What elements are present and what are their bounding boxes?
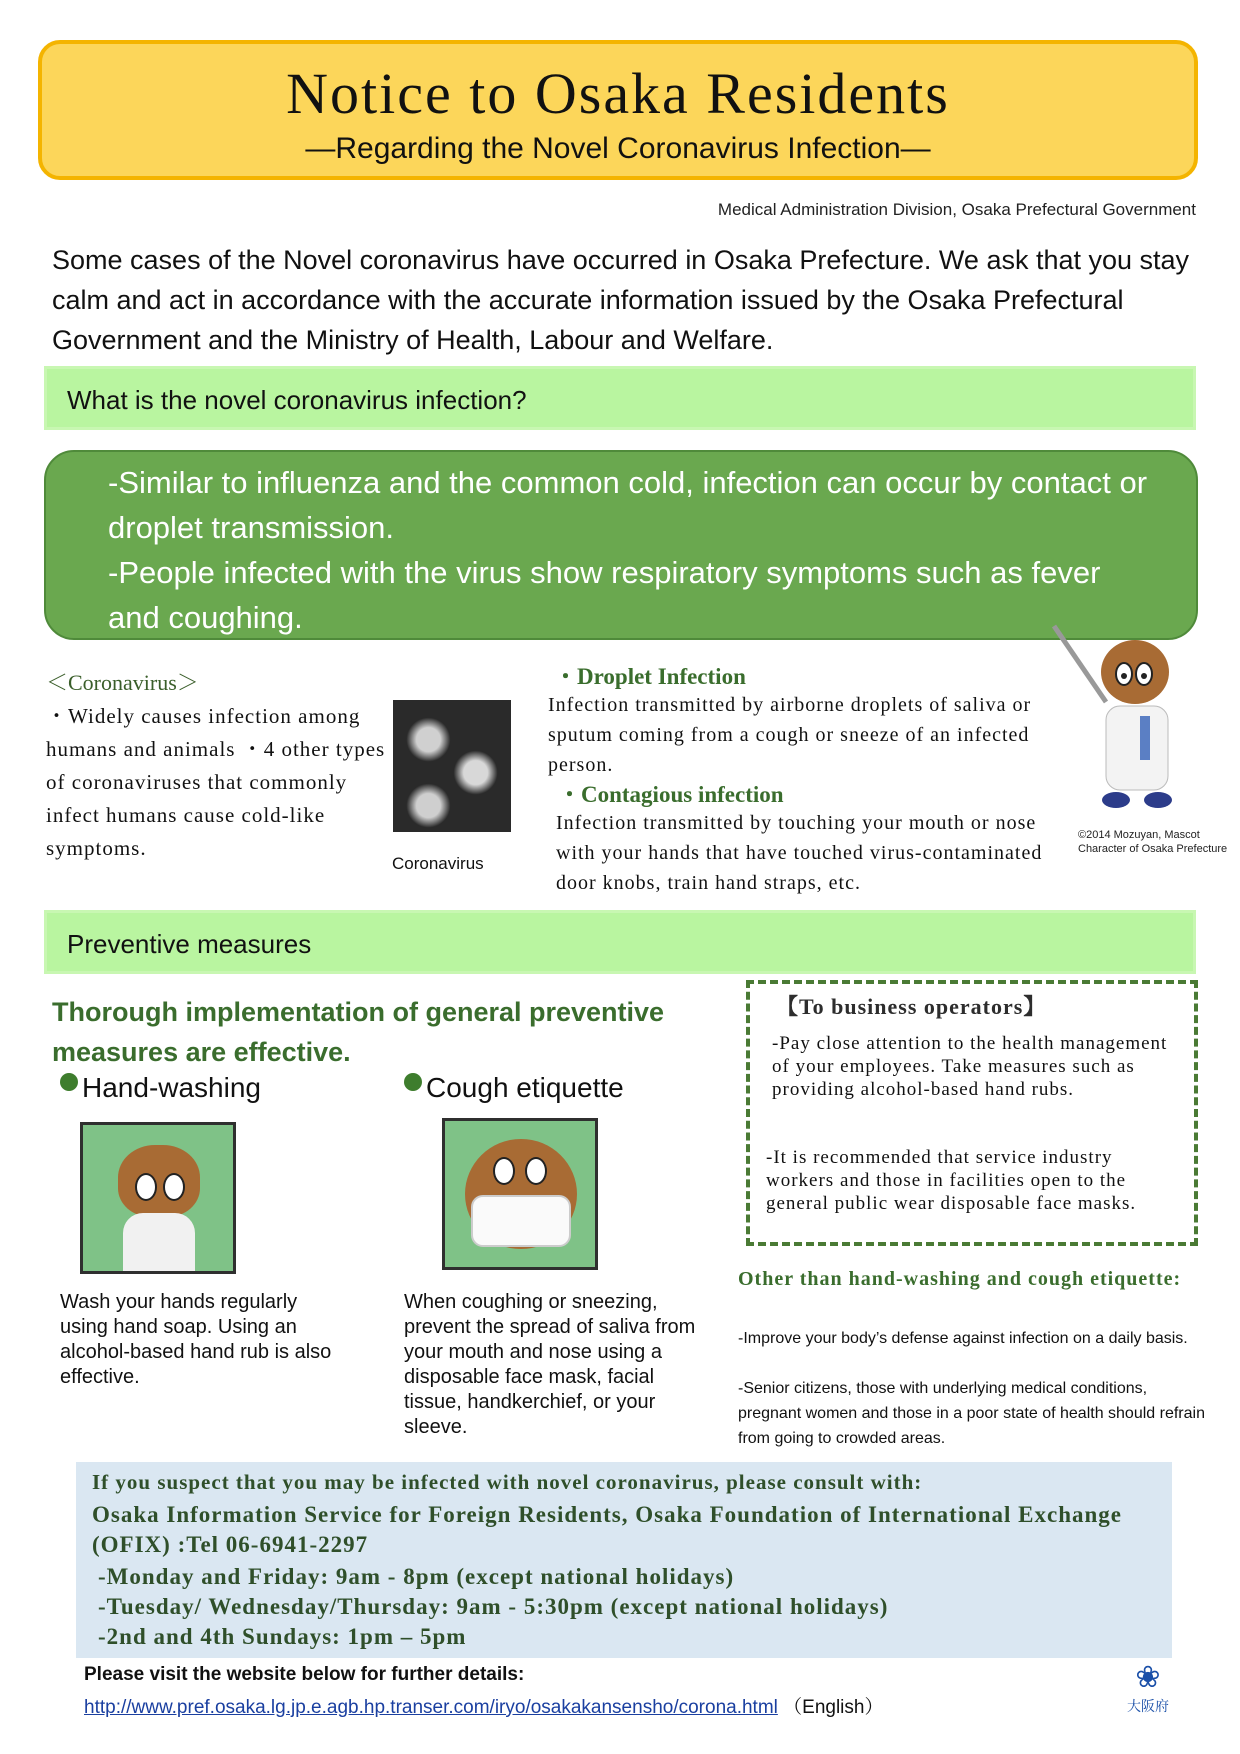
osaka-emblem-icon: ❀ [1135,1661,1161,1694]
hand-washing-text: Wash your hands regularly using hand soap. Using an alcohol-based hand rub is also effective. [60,1291,332,1388]
other-measures-point: -Senior citizens, those with underlying medical conditions, pregnant women and those in a poor state of health should refrain from going to crowded areas. [738,1380,1205,1447]
hand-washing-title: Hand-washing [82,1072,261,1103]
business-point: -It is recommended that service industry workers and those in facilities open to the general public wear disposable face masks. [766,1147,1137,1214]
contact-hours: -Tuesday/ Wednesday/Thursday: 9am - 5:30pm (except national holidays) [98,1594,889,1619]
mascot-illustration [1040,620,1220,820]
droplet-text: Infection transmitted by airborne droplets of saliva or sputum coming from a cough or sneeze of an infected person. [548,694,1032,776]
coronavirus-caption: Coronavirus [392,854,484,873]
section-prevent-bar [44,910,1196,974]
face-mask-icon [471,1195,571,1247]
visit-website-label: Please visit the website below for further details: [84,1664,525,1685]
business-heading: 【To business operators】 [776,994,1047,1019]
language-note: （English） [783,1697,884,1718]
contact-hours: -Monday and Friday: 9am - 8pm (except national holidays) [98,1564,735,1589]
section-what-title: What is the novel coronavirus infection? [67,385,527,415]
contact-intro: If you suspect that you may be infected with novel coronavirus, please consult with: [92,1470,923,1494]
cough-etiquette-heading [404,1072,624,1104]
what-summary-box [44,450,1198,640]
website-link[interactable]: http://www.pref.osaka.lg.jp.e.agb.hp.transer.com/iryo/osakakansensho/corona.html [84,1697,778,1718]
what-point: -People infected with the virus show respiratory symptoms such as fever and coughing. [108,555,1101,635]
contagious-text: Infection transmitted by touching your mouth or nose with your hands that have touched virus-contaminated door knobs, train hand straps, etc. [556,812,1043,894]
mascot-coat [1106,706,1168,790]
contact-hours: -2nd and 4th Sundays: 1pm – 5pm [98,1624,467,1649]
bullet-dot-icon [60,1073,78,1091]
mascot-head [1101,640,1169,704]
osaka-logo [1118,1660,1178,1732]
coronavirus-micrograph [393,700,511,832]
page-subtitle: —Regarding the Novel Coronavirus Infection— [305,132,931,165]
logo-text: 大阪府 [1127,1698,1169,1714]
droplet-heading: ・Droplet Infection [554,664,746,689]
business-point: -Pay close attention to the health management of your employees. Take measures such as providing alcohol-based hand rubs. [772,1033,1168,1100]
contagious-heading: ・Contagious infection [558,782,784,807]
header-banner [38,40,1198,180]
prevent-lead: Thorough implementation of general preventive measures are effective. [52,997,665,1067]
section-prevent-title: Preventive measures [67,929,312,959]
intro-paragraph: Some cases of the Novel coronavirus have occurred in Osaka Prefecture. We ask that you stay calm and act in accordance with the accurate information issued by the Osaka Prefectural Government and the Ministry of Health, Labour and Welfare. [52,245,1190,355]
coronavirus-heading: ＜Coronavirus＞ [46,670,199,695]
page-title: Notice to Osaka Residents [286,61,950,126]
pointer-stick [1054,626,1106,702]
url-line [84,1692,883,1719]
other-measures-point: -Improve your body’s defense against infection on a daily basis. [738,1330,1188,1347]
mascot-credit: ©2014 Mozuyan, Mascot Character of Osaka Prefecture [1078,829,1228,855]
issuer: Medical Administration Division, Osaka Prefectural Government [717,200,1196,219]
hand-washing-illustration [80,1122,236,1274]
cough-etiquette-title: Cough etiquette [426,1072,624,1103]
coronavirus-text: ・Widely causes infection among humans and animals ・4 other types of coronaviruses that commonly infect humans cause cold-like symptoms. [46,704,386,860]
other-measures-heading: Other than hand-washing and cough etiquette: [738,1268,1182,1290]
contact-organization: Osaka Information Service for Foreign Residents, Osaka Foundation of International Exchange (OFIX) :Tel 06-6941-2297 [92,1502,1122,1557]
bullet-dot-icon [404,1073,422,1091]
hand-washing-heading [60,1072,261,1104]
cough-etiquette-illustration [442,1118,598,1270]
section-what-bar [44,366,1196,430]
cough-etiquette-text: When coughing or sneezing, prevent the spread of saliva from your mouth and nose using a disposable face mask, facial tissue, handkerchief, or your sleeve. [404,1291,696,1438]
what-point: -Similar to influenza and the common cold, infection can occur by contact or droplet transmission. [108,465,1148,545]
